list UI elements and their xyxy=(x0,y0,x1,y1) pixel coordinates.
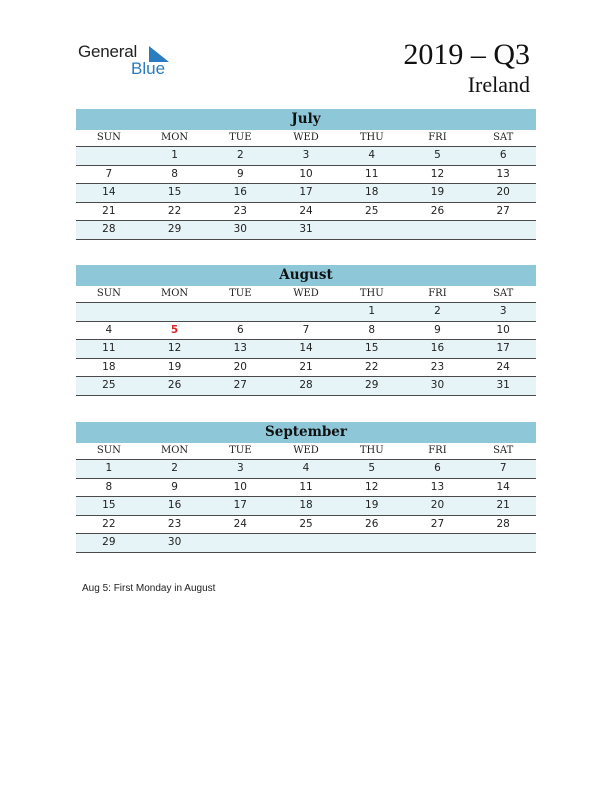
day-cell: 18 xyxy=(365,186,379,198)
day-cell xyxy=(470,534,536,552)
day-cell: 7 xyxy=(105,167,113,180)
day-cell xyxy=(405,221,471,239)
day-cell: 2 xyxy=(171,462,178,474)
day-cell: 4 xyxy=(105,323,113,336)
day-cell: 24 xyxy=(299,204,313,217)
weekday-header-row xyxy=(76,130,536,147)
day-cell: 26 xyxy=(167,379,182,391)
day-cell: 4 xyxy=(368,149,376,161)
day-cell: 27 xyxy=(430,517,445,530)
day-cell: 26 xyxy=(430,204,445,217)
day-cell: 10 xyxy=(299,167,313,180)
day-cell: 11 xyxy=(365,167,379,180)
day-cell: 29 xyxy=(167,223,182,235)
day-cell: 5 xyxy=(434,149,441,161)
day-cell: 20 xyxy=(233,360,247,373)
day-cell: 9 xyxy=(434,323,441,336)
day-cell: 22 xyxy=(102,517,116,530)
weekday-label: TUE xyxy=(229,288,252,299)
generalblue-logo xyxy=(78,42,178,82)
weekday-label: THU xyxy=(359,445,384,456)
day-cell: 15 xyxy=(167,186,182,198)
weekday-label: SAT xyxy=(493,445,514,456)
day-cell: 15 xyxy=(365,342,379,354)
page-title: 2019 – Q3 xyxy=(403,38,530,71)
month-title: July xyxy=(76,109,536,130)
day-cell xyxy=(76,303,142,321)
week-row xyxy=(76,221,536,240)
weekday-label: WED xyxy=(293,445,319,456)
country-name: Ireland xyxy=(467,72,530,97)
week-row xyxy=(76,359,536,378)
day-cell: 28 xyxy=(299,379,313,391)
weekday-label: SUN xyxy=(96,132,121,143)
day-cell: 28 xyxy=(496,517,510,530)
week-row xyxy=(76,184,536,203)
day-cell xyxy=(273,303,339,321)
day-cell xyxy=(207,303,273,321)
day-cell: 14 xyxy=(496,480,510,493)
day-cell: 21 xyxy=(102,204,116,217)
day-cell: 16 xyxy=(233,186,247,198)
day-cell: 25 xyxy=(102,379,116,391)
weekday-label: MON xyxy=(160,445,189,456)
day-cell xyxy=(142,303,208,321)
weekday-label: MON xyxy=(160,132,189,143)
day-cell: 12 xyxy=(167,342,182,354)
day-cell: 1 xyxy=(171,149,178,161)
day-cell: 15 xyxy=(102,499,116,511)
day-cell: 17 xyxy=(496,342,510,354)
day-cell: 8 xyxy=(368,323,376,336)
month-july xyxy=(76,109,536,240)
day-cell xyxy=(405,534,471,552)
day-cell: 8 xyxy=(171,167,178,180)
day-cell: 21 xyxy=(299,360,313,373)
weekday-label: SAT xyxy=(493,288,514,299)
day-cell: 1 xyxy=(368,305,376,317)
day-cell: 7 xyxy=(302,323,310,336)
logo-text-blue: Blue xyxy=(131,59,166,78)
day-cell xyxy=(76,147,142,165)
day-cell: 27 xyxy=(496,204,510,217)
day-cell: 19 xyxy=(167,360,182,373)
day-cell: 26 xyxy=(365,517,379,530)
week-row xyxy=(76,534,536,553)
day-cell: 17 xyxy=(299,186,313,198)
day-cell: 7 xyxy=(499,462,507,474)
day-cell: 23 xyxy=(233,204,247,217)
week-row xyxy=(76,322,536,341)
day-cell xyxy=(339,221,405,239)
month-august xyxy=(76,265,536,396)
day-cell: 23 xyxy=(167,517,182,530)
day-cell: 22 xyxy=(365,360,379,373)
week-row xyxy=(76,340,536,359)
weekday-header-row xyxy=(76,443,536,460)
weekday-label: FRI xyxy=(428,288,447,299)
weekday-label: WED xyxy=(293,132,319,143)
day-cell: 30 xyxy=(233,223,247,235)
day-cell: 14 xyxy=(102,186,116,198)
week-row xyxy=(76,166,536,185)
day-cell: 24 xyxy=(233,517,247,530)
weekday-label: TUE xyxy=(229,132,252,143)
day-cell: 10 xyxy=(496,323,510,336)
week-row xyxy=(76,516,536,535)
week-row xyxy=(76,479,536,498)
week-row xyxy=(76,203,536,222)
weekday-label: FRI xyxy=(428,445,447,456)
day-cell: 30 xyxy=(167,536,182,548)
day-cell: 28 xyxy=(102,223,116,235)
day-cell: 3 xyxy=(302,149,310,161)
day-cell: 16 xyxy=(167,499,182,511)
day-cell: 31 xyxy=(299,223,313,235)
weekday-label: SUN xyxy=(96,288,121,299)
day-cell: 10 xyxy=(233,480,247,493)
day-cell: 20 xyxy=(496,186,510,198)
day-cell: 9 xyxy=(171,480,178,493)
day-cell: 22 xyxy=(167,204,182,217)
day-cell xyxy=(470,221,536,239)
day-cell: 12 xyxy=(430,167,445,180)
day-cell: 12 xyxy=(365,480,379,493)
day-cell: 14 xyxy=(299,342,313,354)
week-row xyxy=(76,460,536,479)
day-cell: 25 xyxy=(299,517,313,530)
day-cell: 2 xyxy=(236,149,244,161)
day-cell xyxy=(339,534,405,552)
day-cell: 30 xyxy=(430,379,445,391)
day-cell: 11 xyxy=(299,480,313,493)
day-cell xyxy=(207,534,273,552)
day-cell: 18 xyxy=(102,360,116,373)
day-cell: 9 xyxy=(236,167,244,180)
weekday-label: WED xyxy=(293,288,319,299)
day-cell: 29 xyxy=(365,379,379,391)
day-cell: 31 xyxy=(496,379,510,391)
weekday-label: THU xyxy=(359,288,384,299)
day-cell: 1 xyxy=(105,462,113,474)
week-row xyxy=(76,303,536,322)
day-cell: 29 xyxy=(102,536,116,548)
day-cell: 19 xyxy=(365,499,379,511)
day-cell: 6 xyxy=(499,149,507,161)
holiday-day-cell: 5 xyxy=(170,323,179,336)
day-cell: 2 xyxy=(434,305,441,317)
day-cell: 3 xyxy=(236,462,244,474)
day-cell: 16 xyxy=(430,342,445,354)
logo-text-general: General xyxy=(78,42,138,61)
day-cell: 5 xyxy=(368,462,376,474)
day-cell: 6 xyxy=(434,462,441,474)
day-cell: 13 xyxy=(233,342,247,354)
day-cell: 23 xyxy=(430,360,445,373)
month-title: August xyxy=(76,265,536,286)
weekday-label: SAT xyxy=(493,132,514,143)
day-cell xyxy=(273,534,339,552)
day-cell: 17 xyxy=(233,499,247,511)
weekday-label: SUN xyxy=(96,445,121,456)
day-cell: 21 xyxy=(496,499,510,511)
month-title: September xyxy=(76,422,536,443)
holiday-note: Aug 5: First Monday in August xyxy=(82,583,216,594)
day-cell: 20 xyxy=(430,499,445,511)
weekday-label: TUE xyxy=(229,445,252,456)
day-cell: 3 xyxy=(499,305,507,317)
day-cell: 18 xyxy=(299,499,313,511)
weekday-header-row xyxy=(76,286,536,303)
week-row xyxy=(76,147,536,166)
day-cell: 25 xyxy=(365,204,379,217)
day-cell: 11 xyxy=(102,342,116,354)
day-cell: 8 xyxy=(105,480,113,493)
day-cell: 13 xyxy=(496,167,510,180)
day-cell: 13 xyxy=(430,480,445,493)
weekday-label: THU xyxy=(359,132,384,143)
weekday-label: FRI xyxy=(428,132,447,143)
month-september xyxy=(76,422,536,553)
day-cell: 19 xyxy=(430,186,445,198)
day-cell: 24 xyxy=(496,360,510,373)
day-cell: 27 xyxy=(233,379,247,391)
day-cell: 4 xyxy=(302,462,310,474)
week-row xyxy=(76,497,536,516)
day-cell: 6 xyxy=(236,323,244,336)
week-row xyxy=(76,377,536,396)
weekday-label: MON xyxy=(160,288,189,299)
